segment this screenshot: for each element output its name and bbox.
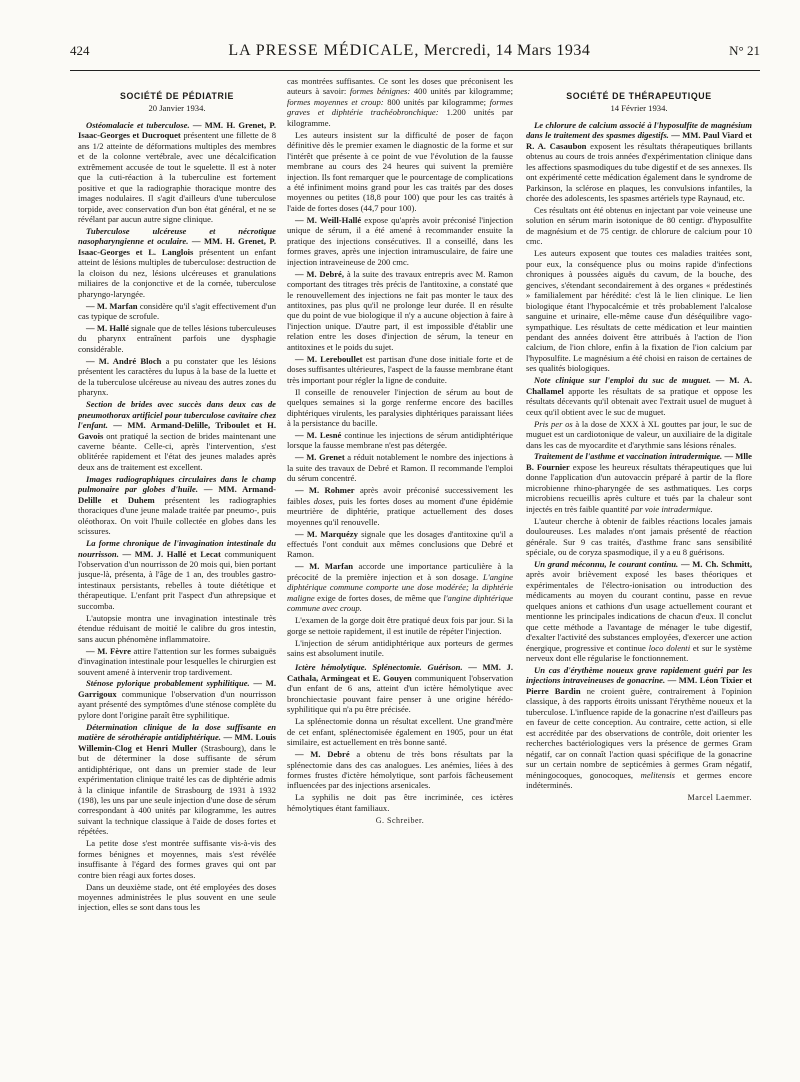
article-text: présentent un enfant atteint de lésions multiples de tuberculose: destruction de la cloison du nez, lésions ulcéreuses et granulations miliaires de la conjonctive et de la cornée, tuberculose pharyngo-laryngée.	[78, 246, 276, 299]
discussion-paragraph	[287, 354, 513, 385]
article-paragraph: Ces résultats ont été obtenus en injectant par voie veineuse une solution en sérum marin isotonique de 80 centigr. d'hyposulfite de magnésium et de 75 centigr. de chlorure de calcium pour 10 cmc.	[526, 205, 752, 247]
article-paragraph: La splénectomie donna un résultat excellent. Une grand'mère de cet enfant, splénectomisée également en 1905, pour un état similaire, est actuellement en très bonne santé.	[287, 716, 513, 748]
speaker-name: — M. Fèvre	[86, 645, 131, 656]
article-authors: — MM. Armand-Delille, Triboulet et H. Gavois	[78, 420, 276, 441]
article-title: Un grand méconnu, le courant continu.	[534, 558, 679, 569]
header-rule	[70, 70, 760, 71]
article-text: cas montrées suffisantes. Ce sont les doses que préconisent les auteurs à savoir:	[287, 76, 513, 97]
publication-title: LA PRESSE MÉDICALE,	[228, 42, 420, 59]
discussion-text: , puis les fortes doses au moment d'une épidémie meurtrière de diphtérie, pratique actuellement des doses moyennes qu'il renouvelle.	[287, 495, 513, 527]
article-text: et sur le système nerveux dont elle régularise le fonctionnement.	[526, 642, 752, 664]
article-text: communiquent l'observation d'un nourrisson de 20 mois qui, bien portant jusque-là, présenta, à l'âge de 1 an, des troubles gastro-intestinaux persistants, rebelles à toute diététique et thérapeutique. L'enfant prit l'aspect d'un athrepsique et succomba.	[78, 548, 276, 611]
discussion-paragraph	[287, 452, 513, 483]
speaker-name: — M. Marfan	[86, 300, 138, 311]
discussion-text: a pu constater que les lésions présentent les caractères du lupus à la base de la luette et de la tuberculose ulcéreuse au niveau des autres zones du pharynx.	[78, 355, 276, 398]
column-middle	[287, 76, 513, 1076]
article-paragraph	[78, 538, 276, 611]
article-text: formes graves et diphtérie trachéobronchique:	[287, 96, 513, 118]
discussion-paragraph	[287, 529, 513, 560]
discussion-text: doses	[313, 495, 333, 506]
section-date: 20 Janvier 1934.	[148, 103, 206, 114]
article-paragraph	[526, 451, 752, 514]
article-paragraph	[526, 120, 752, 204]
issue-date: Mercredi, 14 Mars 1934	[423, 42, 591, 59]
discussion-paragraph	[287, 561, 513, 613]
article-title: Un cas d'érythème noueux grave rapidement guéri par les injections intraveineuses de gonacrine.	[526, 665, 752, 686]
discussion-text: expose qu'après avoir préconisé l'injection unique de sérum, il a été amené à recommander ensuite la pratique des injections consécutives. Il a conseillé, dans les formes graves, après une injection intramusculaire, de faire une injection intraveineuse de 200 cmc.	[287, 214, 513, 267]
article-text: exposent les résultats thérapeutiques brillants obtenus au cours de trois années d'expérimentation clinique dans les affections spasmodiques du tube digestif et de ses annexes. Ils ont expérimenté cette médication également dans le syndrome de Parkinson, la sclérose en plaques, les convulsions infantiles, la chorée des adolescents, les spasmes artériels type Raynaud, etc.	[526, 140, 752, 204]
article-paragraph: La syphilis ne doit pas être incriminée, ces ictères hémolytiques étant familiaux.	[287, 792, 513, 813]
speaker-name: — M. Lesné	[295, 429, 342, 440]
article-title: Ictère hémolytique. Splénectomie. Guérison.	[295, 662, 463, 673]
discussion-text: après avoir préconisé successivement les faibles	[287, 485, 513, 506]
discussion-paragraph	[287, 215, 513, 267]
column-left	[78, 76, 276, 1076]
article-title: Tuberculose ulcéreuse et nécrotique nasopharyngienne et oculaire.	[78, 225, 276, 247]
article-paragraph	[78, 722, 276, 837]
article-authors: — MM. H. Grenet, P. Isaac-Georges et Ducroquet	[78, 119, 276, 141]
article-text: apporte les résultats de sa pratique et oppose les résultats décevants qu'il obtenait avec l'extrait usuel de muguet à ceux qu'il obtient avec le suc de muguet.	[526, 385, 752, 417]
article-text: présentent une fillette de 8 ans 1/2 atteinte de déformations multiples des membres et de la colonne vertébrale, avec une décalcification extrêmement accusée de tout le squelette. Il est à noter que la cuti-réaction à la tuberculine est fortement positive et que la radiographie thoracique montre des images nodulaires. Il s'agit d'ailleurs d'une tuberculose torpide, avec conservation d'un bon état général, et ne se révélant par aucun autre signe clinique.	[78, 130, 276, 224]
article-title: Le chlorure de calcium associé à l'hyposulfite de magnésium dans le traitement des spasmes digestifs.	[526, 119, 752, 141]
article-text: loco dolenti	[648, 642, 691, 653]
discussion-text: est partisan d'une dose initiale forte et de doses suffisantes ultérieures, l'aspect de la fausse membrane étant très important pour régler la ligne de conduite.	[287, 353, 513, 385]
article-paragraph	[526, 665, 752, 790]
discussion-paragraph	[78, 323, 276, 354]
article-authors: — MM. Armand-Delille et Duhem	[78, 484, 276, 505]
speaker-name: — M. Marquézy	[295, 528, 358, 539]
speaker-name: — M. Lereboullet	[295, 353, 363, 364]
masthead	[228, 42, 590, 60]
article-title: Ostéomalacie et tuberculose.	[86, 119, 190, 130]
discussion-text: considère qu'il s'agit effectivement d'un cas typique de scrofule.	[78, 300, 276, 322]
article-paragraph	[287, 76, 513, 128]
article-text: (Strasbourg), dans le but de déterminer la dose suffisante de sérum antidiphtérique, ont dans un premier stade de leur expérimentation clinique traité les cas de diphtérie admis à la clinique infantile de Strasbourg de 1931 à 1932 (198), les uns par une seule injection d'une dose de sérum correspondant à 400 unités par kilogramme, les autres suivant la technique classique à l'aide de doses fortes et répétées.	[78, 742, 276, 837]
article-authors: — MM. J. Cathala, Armingeat et E. Gouyen	[287, 662, 513, 683]
article-text: formes bénignes:	[349, 86, 411, 97]
discussion-paragraph: L'examen de la gorge doit être pratiqué deux fois par jour. Si la gorge se nettoie rapidement, il est inutile de répéter l'injection.	[287, 615, 513, 636]
section-title: SOCIÉTÉ DE PÉDIATRIE	[120, 91, 234, 101]
discussion-paragraph	[78, 646, 276, 677]
speaker-name: — M. Grenet	[295, 452, 345, 463]
discussion-text: signale que les dosages d'antitoxine qu'il a effectués l'ont conduit aux mêmes conclusions que Debré et Ramon.	[287, 528, 513, 560]
article-paragraph	[78, 120, 276, 225]
article-paragraph	[526, 375, 752, 417]
article-text: à la dose de XXX à XL gouttes par jour, le suc de muguet est un cardiotonique de valeur, un auxiliaire de la digitale dans les cas de myocardite et d'arythmie sans lésions rénales.	[526, 418, 752, 450]
article-text: ont pratiqué la section de brides maintenant une caverne béante. Celle-ci, après l'intervention, s'est oblitérée rapidement et l'état des jeunes malades après deux ans de traitement est excellent.	[78, 430, 276, 472]
article-paragraph: Les auteurs insistent sur la difficulté de poser de façon définitive dès le premier examen le diagnostic de la forme et sur l'intérêt que présente à ce point de vue l'évolution de la fausse membrane au cours des 24 heures qui suivent la première injection. Ils font remarquer que le pourcentage de complications a été infiniment moins grand pour les cas traités par des doses moyennes ou petites (18,8 pour 100) que pour les cas traités à l'aide de fortes doses (44,7 pour 100).	[287, 129, 513, 213]
article-paragraph	[78, 678, 276, 720]
discussion-text: à la suite des travaux entrepris avec M. Ramon comportant des titrages très précis de l'antitoxine, a constaté que le renouvellement des injections ne fait pas monter le taux des antitoxines, pas plus qu'il ne prolonge leur durée. Il en résulte que du point de vue biologique il n'y a aucune objection à faire à l'injection unique. D'autre part, il est impossible d'établir une relation entre les doses d'injection de sérum, la teneur en antitoxines et le poids du sujet.	[287, 268, 513, 352]
article-text: présentent les radiographies thoraciques d'une jeune malade traitée par pneumo-, puis oléothorax. On voit l'huile collectée en globes dans les scissures.	[78, 494, 276, 537]
article-text: formes moyennes et croup:	[287, 96, 384, 107]
issue-number: N° 21	[729, 43, 760, 58]
discussion-paragraph	[287, 485, 513, 527]
discussion-text: L'angine diphtérique commune comporte une dose modérée; la diphtérie maligne	[287, 571, 513, 603]
speaker-name: — M. Debré	[295, 749, 350, 760]
article-paragraph	[526, 559, 752, 664]
article-paragraph: Dans un deuxième stade, ont été employées des doses moyennes administrées le plus souvent en une seule injection, elles se sont dans tous les	[78, 881, 276, 913]
speaker-name: — M. Weill-Hallé	[295, 214, 362, 225]
discussion-text: a réduit notablement le nombre des injections à la suite des travaux de Debré et Ramon. Il recommande l'emploi du sérum concentré.	[287, 452, 513, 484]
discussion-paragraph: Il conseille de renouveler l'injection de sérum au bout de quelques semaines si la gorge renferme encore des bacilles diphtériques virulents, les paralysies diphtériques paraissant liées à la persistance du bacille.	[287, 386, 513, 428]
article-text: 800 unités par kilogramme;	[387, 96, 487, 107]
article-paragraph	[78, 474, 276, 537]
article-authors: — M. Garrigoux	[78, 678, 276, 699]
speaker-name: — M. Marfan	[295, 561, 354, 572]
speaker-name: — M. Hallé	[86, 323, 129, 334]
discussion-paragraph: L'injection de sérum antidiphtérique aux porteurs de germes sains est absolument inutile.	[287, 637, 513, 659]
discussion-paragraph	[78, 356, 276, 398]
article-text: communique l'observation d'un nourrisson ayant présenté des symptômes d'une sténose complète du pylore dont l'origine paraît être syphilitique.	[78, 688, 276, 720]
discussion-text: a obtenu de très bons résultats par la splénectomie dans des cas analogues. Les anémies, liées à des formes frustes d'ictère hémolytique, sont parfois fâcheusement influencées par des injections arsenicales.	[287, 749, 513, 791]
article-title: Détermination clinique de la dose suffisante en matière de sérothérapie antidiphtérique.	[78, 721, 276, 743]
article-title: La forme chronique de l'invagination intestinale du nourrisson.	[78, 538, 276, 559]
article-authors: — MM. Louis Willemin-Clog et Henri Muller	[78, 732, 276, 753]
article-authors: — M. Ch. Schmitt,	[680, 558, 752, 569]
article-paragraph	[78, 399, 276, 472]
article-text: communiquent l'observation d'un enfant de 6 ans, atteint d'un ictère hémolytique avec bronchiectasie pouvant faire penser à une origine hérédo-syphilitique qui n'a pu être précisée.	[287, 672, 513, 715]
article-text: après avoir brièvement exposé les bases théoriques et expérimentales de l'électro-ionisation ou introduction des médicaments au moyen du courant continu, passe en revue quelques anions et cathions d'un usage actuellement courant et mentionne les principales indications de chacun d'eux. Il conclut que cette méthode a l'avantage de ménager le tube digestif, d'exalter l'activité des substances employées, d'exercer une action énergique, progressive et continue	[526, 569, 752, 653]
column-right	[526, 76, 752, 1076]
article-paragraph: L'auteur cherche à obtenir de faibles réactions locales jamais douloureuses. Les malades n'ont jamais présenté de réaction générale. Sur 9 cas traités, d'asthme franc sans sensibilité spéciale, ou de coryza spasmodique, il y a eu 8 guérisons.	[526, 515, 752, 558]
discussion-text: signale que de telles lésions tuberculeuses du pharynx entraînent parfois une dysphagie considérable.	[78, 323, 276, 354]
article-paragraph	[526, 419, 752, 450]
page-number: 424	[70, 43, 90, 58]
article-authors: — MM. J. Hallé et Lecat	[122, 548, 221, 559]
article-paragraph: La petite dose s'est montrée suffisante vis-à-vis des formes bénignes et moyennes, mais s'est révélée insuffisante à l'égard des formes graves qui ont par contre bien réagi aux fortes doses.	[78, 838, 276, 880]
article-authors: — Mlle B. Fournier	[526, 451, 752, 472]
discussion-text: attire l'attention sur les formes subaiguës d'invagination intestinale pour lesquelles le chirurgien est souvent amené à intervenir trop tardivement.	[78, 645, 276, 677]
report-signature: Marcel Laemmer.	[687, 793, 752, 803]
article-title: Sténose pylorique probablement syphilitique.	[86, 678, 250, 689]
discussion-paragraph	[287, 269, 513, 353]
article-authors: — M. A. Challamel	[526, 375, 752, 396]
discussion-paragraph	[287, 749, 513, 791]
discussion-paragraph	[287, 430, 513, 451]
article-text: melitensis	[640, 769, 676, 780]
article-text: ne croient guère, contrairement à l'opinion classique, à des rapports étroits unissant l'érythème noueux et la tuberculose. L'influence rapide de la gonacrine n'est d'ailleurs pas en faveur de cette conception. Au contraire, cette action, si elle est accréditée par des observations de contrôle, doit orienter les recherches bactériologiques vers la présence de germes Gram négatif, car on connaît l'action quasi spécifique de la gonacrine sur un certain nombre de septicémies à germes Gram négatif, méningocoques, gonocoques,	[526, 685, 752, 780]
report-signature: G. Schreiber.	[375, 816, 425, 826]
discussion-text: accorde une importance particulière à la précocité de la première injection et à son dosage.	[287, 561, 513, 582]
article-paragraph	[78, 226, 276, 299]
article-title: Note clinique sur l'emploi du suc de muguet.	[534, 375, 711, 386]
article-authors: — MM. H. Grenet, P. Isaac-Georges et L. Langlois	[78, 236, 276, 257]
speaker-name: — M. Debré,	[295, 268, 345, 279]
article-paragraph: Les auteurs exposent que toutes ces maladies traitées sont, pour eux, la conséquence plus ou moins rapide d'infections chroniques à poussées aiguës du cavum, de la bouche, des gencives, s'étendant secondairement à des organes « prédestinés » familialement par hérédité: c'est là le lien clinique. Le lien biologique étant l'hypocalcémie et très probablement l'alcalose sanguine et urinaire, elle-même cause d'un déséquilibre vago-sympathique. Les résultats de cette médication et leur maintien pendant des années doivent être attribués à l'action de l'ion calcium, de l'ion chlore, enfin à la fixation de l'ion calcium par l'hyposulfite. Le magnésium a été choisi en raison de certaines de ses qualités biologiques.	[526, 248, 752, 374]
discussion-text: l'angine diphtérique commune avec croup.	[287, 592, 513, 614]
article-text: expose les heureux résultats thérapeutiques que lui donne l'application d'un autovaccin préparé à partir de la flore microbienne rhino-pharyngée de ses asthmatiques. Les corps microbiens recueillis après culture et tués par la chaleur sont injectés en très faible quantité	[526, 461, 752, 514]
article-text: 1.200 unités par kilogramme.	[287, 107, 513, 128]
section-title: SOCIÉTÉ DE THÉRAPEUTIQUE	[566, 91, 712, 101]
article-text: par voie intradermique.	[630, 503, 713, 514]
speaker-name: — M. Rohmer	[295, 485, 355, 496]
article-text: et germes encore indéterminés.	[526, 769, 752, 790]
article-title: Traitement de l'asthme et vaccination intradermique.	[534, 451, 723, 462]
article-title: Section de brides avec succès dans deux cas de pneumothorax artificiel pour tuberculose cavitaire chez l'enfant.	[78, 399, 276, 431]
page-header	[70, 42, 760, 70]
discussion-text: exige de fortes doses, de même que	[317, 592, 441, 603]
speaker-name: — M. André Bloch	[86, 355, 162, 366]
article-authors: — MM. Léon Tixier et Pierre Bardin	[526, 675, 752, 696]
article-authors: — MM. Paul Viard et R. A. Casaubon	[526, 130, 752, 151]
article-paragraph: L'autopsie montra une invagination intestinale très étendue réduisant de moitié le calibre du gros intestin, sans aucun phénomène inflammatoire.	[78, 612, 276, 644]
discussion-paragraph	[78, 301, 276, 322]
article-text: 400 unités par kilogramme;	[413, 86, 513, 97]
article-title: Images radiographiques circulaires dans le champ pulmonaire par globes d'huile.	[78, 473, 276, 495]
section-date: 14 Février 1934.	[610, 103, 668, 114]
article-text: Pris per os	[534, 418, 573, 429]
discussion-text: continue les injections de sérum antidiphtérique lorsque la fausse membrane n'est pas détergée.	[287, 429, 513, 451]
article-paragraph	[287, 662, 513, 714]
